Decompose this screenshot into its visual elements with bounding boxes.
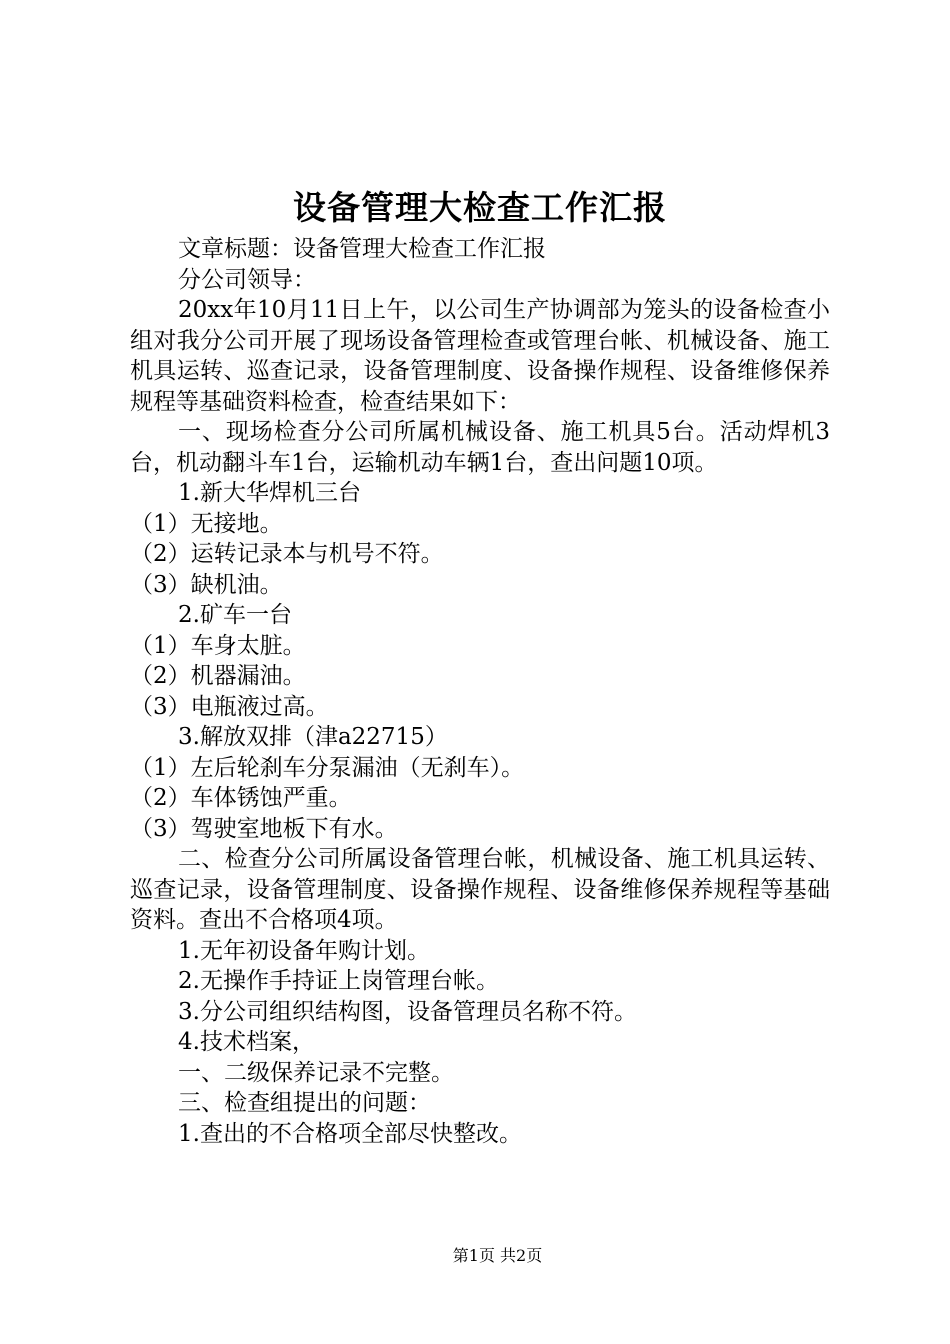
paragraph-section-1: 一、现场检查分公司所属机械设备、施工机具5台。活动焊机3台，机动翻斗车1台，运输机动车辆1台，查出问题10项。: [130, 419, 830, 476]
sub-item: （2）机器漏油。: [130, 663, 306, 689]
sub-item: （1）车身太脏。: [130, 632, 306, 659]
paragraph-section-3: 三、检查组提出的问题：: [178, 1090, 431, 1116]
list-item-welder: 1.新大华焊机三台: [178, 480, 361, 506]
list-item: 一、二级保养记录不完整。: [178, 1059, 454, 1086]
list-item: 1.无年初设备年购计划。: [178, 937, 430, 964]
paragraph-intro: 20xx年10月11日上午，以公司生产协调部为笼头的设备检查小组对我分公司开展了现场设备管理检查或管理台帐、机械设备、施工机具运转、巡查记录，设备管理制度、设备操作规程、设备维修保养规程等基础资料检查，检查结果如下：: [130, 297, 830, 415]
list-item: 1.查出的不合格项全部尽快整改。: [178, 1120, 522, 1147]
sub-item: （2）车体锈蚀严重。: [130, 785, 352, 811]
sub-item: （1）无接地。: [130, 510, 283, 537]
sub-item: （1）左后轮刹车分泵漏油（无刹车）。: [130, 754, 525, 781]
list-item: 2.无操作手持证上岗管理台帐。: [178, 968, 499, 994]
document-body: [130, 234, 830, 1149]
paragraph-article-title: 文章标题：设备管理大检查工作汇报: [178, 236, 546, 262]
list-item-truck: 3.解放双排（津a22715）: [178, 724, 448, 750]
paragraph-salutation: 分公司领导：: [178, 266, 316, 293]
sub-item: （3）电瓶液过高。: [130, 693, 329, 720]
document-title: 设备管理大检查工作汇报: [293, 188, 667, 227]
sub-item: （2）运转记录本与机号不符。: [130, 541, 444, 567]
list-item: 3.分公司组织结构图，设备管理员名称不符。: [178, 998, 637, 1025]
page-footer: 第1页 共2页: [452, 1246, 543, 1265]
sub-item: （3）缺机油。: [130, 571, 283, 598]
sub-item: （3）驾驶室地板下有水。: [130, 815, 398, 842]
list-item: 4.技术档案，: [178, 1029, 315, 1055]
list-item-mine-cart: 2.矿车一台: [178, 602, 292, 628]
paragraph-section-2: 二、检查分公司所属设备管理台帐，机械设备、施工机具运转、巡查记录，设备管理制度、设备操作规程、设备维修保养规程等基础资料。查出不合格项4项。: [130, 846, 830, 933]
